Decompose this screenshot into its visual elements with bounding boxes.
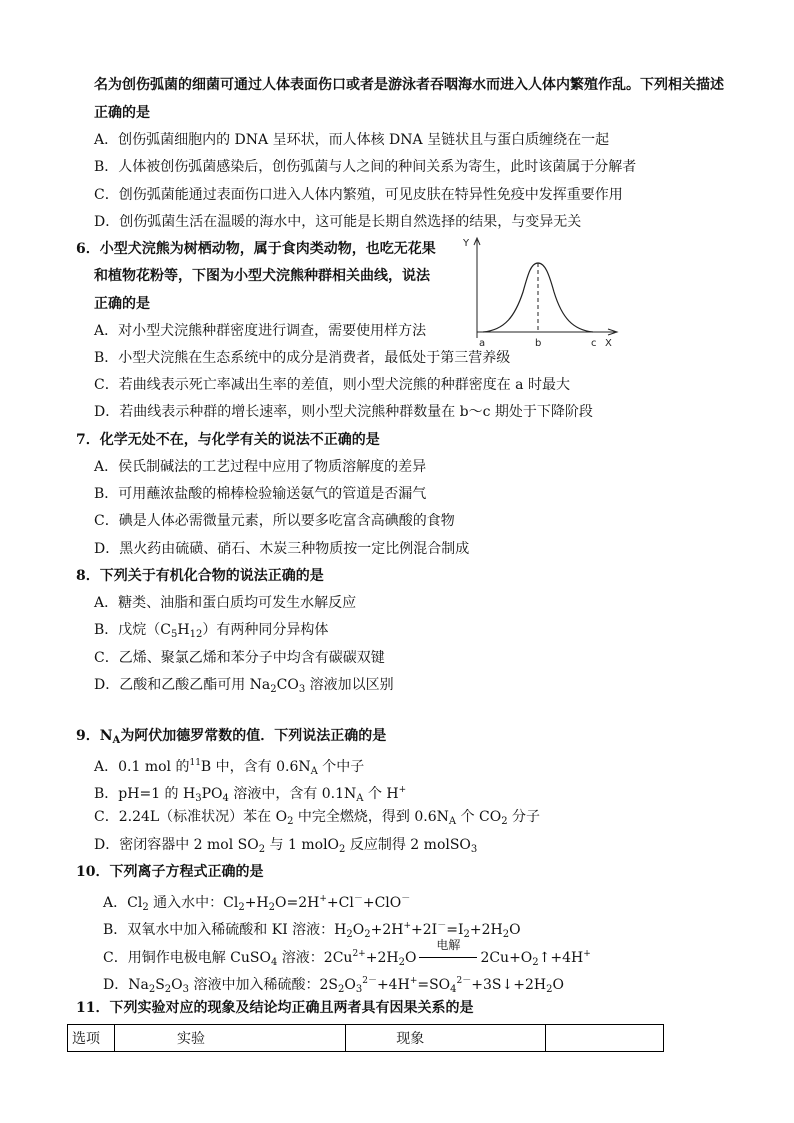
table-header-cell: 实验 xyxy=(114,1025,345,1052)
q5-option-d: D．创伤弧菌生活在温暖的海水中，这可能是长期自然选择的结果，与变异无关 xyxy=(94,214,582,230)
q7-option-a: A．侯氏制碱法的工艺过程中应用了物质溶解度的差异 xyxy=(94,459,427,475)
q10-stem: 10．下列离子方程式正确的是 xyxy=(76,864,264,880)
table-header-cell: 选项 xyxy=(68,1025,115,1052)
table-header-row xyxy=(68,1025,664,1052)
q8-option-c: C．乙烯、聚氯乙烯和苯分子中均含有碳碳双键 xyxy=(94,650,385,666)
q6-option-c: C．若曲线表示死亡率减出生率的差值，则小型犬浣熊的种群密度在 a 时最大 xyxy=(94,377,570,393)
electrolysis-condition: 电解 xyxy=(416,949,480,967)
population-curve-graph xyxy=(455,232,625,354)
q7-option-b: B．可用蘸浓盐酸的棉棒检验输送氨气的管道是否漏气 xyxy=(94,486,427,502)
table-header-cell: 现象 xyxy=(346,1025,546,1052)
q8-stem: 8．下列关于有机化合物的说法正确的是 xyxy=(76,568,324,584)
q6-stem-line3: 正确的是 xyxy=(94,296,150,312)
q9-option-c: C．2.24L（标准状况）苯在 $O_2$ 中完全燃烧，得到 $0.6N_A$ 个 $CO_2$ 分子 xyxy=(94,809,541,827)
q10-option-c: C．用铜作电极电解 CuSO$_4$ 溶液：$2Cu^{2+}+2H_2O$ 电解 $2Cu+O_2↑+4H^+$ xyxy=(103,938,591,968)
q6-option-d: D．若曲线表示种群的增长速率，则小型犬浣熊种群数量在 b～c 期处于下降阶段 xyxy=(94,404,593,420)
q6-stem-line1: 6．小型犬浣熊为树栖动物，属于食肉类动物，也吃无花果 xyxy=(76,241,436,257)
q8-option-b: B．戊烷$(C_5H_{12})$有两种同分异构体 xyxy=(94,622,329,640)
q7-stem: 7．化学无处不在，与化学有关的说法不正确的是 xyxy=(76,432,380,448)
q6-option-b: B．小型犬浣熊在生态系统中的成分是消费者，最低处于第三营养级 xyxy=(94,350,511,366)
q10-option-d: D．$Na_2S_2O_3$ 溶液中加入稀硫酸：$2S_2O_3^{2-}+4H^+=SO_4^{2-}+3S↓+2H_2O$ xyxy=(103,976,564,995)
q9-option-d: D．密闭容器中 2 mol $SO_2$ 与 1 molO$_2$ 反应制得 2 molSO$_3$ xyxy=(94,837,478,855)
q6-stem-line2: 和植物花粉等，下图为小型犬浣熊种群相关曲线，说法 xyxy=(94,268,430,284)
q8-option-d: D．乙酸和乙酸乙酯可用 $Na_2CO_3$ 溶液加以区别 xyxy=(94,677,394,695)
point-c-label: c xyxy=(591,338,597,349)
q11-stem: 11．下列实验对应的现象及结论均正确且两者具有因果关系的是 xyxy=(76,1000,474,1016)
q7-option-c: C．碘是人体必需微量元素，所以要多吃富含高碘酸的食物 xyxy=(94,513,455,529)
q9-stem: 9．$N_A$为阿伏加德罗常数的值．下列说法正确的是 xyxy=(76,728,387,746)
q5-stem-line2: 正确的是 xyxy=(94,105,150,121)
q8-option-a: A．糖类、油脂和蛋白质均可发生水解反应 xyxy=(94,595,357,611)
q6-option-a: A．对小型犬浣熊种群密度进行调查，需要使用样方法 xyxy=(94,323,427,339)
q5-option-c: C．创伤弧菌能通过表面伤口进入人体内繁殖，可见皮肤在特异性免疫中发挥重要作用 xyxy=(94,187,623,203)
q9-option-b: B．pH=1 的 $H_3PO_4$ 溶液中，含有 $0.1N_A$ 个 H+ xyxy=(94,785,407,804)
point-b-label: b xyxy=(535,338,542,349)
point-a-label: a xyxy=(479,338,486,349)
y-axis-label: Y xyxy=(463,238,470,249)
q5-option-b: B．人体被创伤弧菌感染后，创伤弧菌与人之间的种间关系为寄生，此时该菌属于分解者 xyxy=(94,159,637,175)
q10-option-a: A．$Cl_2$ 通入水中：$Cl_2+H_2O=2H^++Cl^-+ClO^-$ xyxy=(103,894,411,913)
q7-option-d: D．黑火药由硫磺、硝石、木炭三种物质按一定比例混合制成 xyxy=(94,541,470,557)
q5-stem-line1: 名为创伤弧菌的细菌可通过人体表面伤口或者是游泳者吞咽海水而进入人体内繁殖作乱。下列相关描述 xyxy=(94,77,724,93)
q11-table xyxy=(67,1024,664,1052)
q5-option-a: A．创伤弧菌细胞内的 DNA 呈环状，而人体核 DNA 呈链状且与蛋白质缠绕在一起 xyxy=(94,132,610,148)
population-curve-svg xyxy=(455,232,625,354)
q9-option-a: A．0.1 mol 的$^{11}$B 中，含有 $0.6N_A$ 个中子 xyxy=(94,758,365,777)
table-header-cell xyxy=(546,1025,664,1052)
x-axis-label: X xyxy=(605,338,612,349)
q10-option-b: B．双氧水中加入稀硫酸和 KI 溶液：$H_2O_2+2H^++2I^-=I_2+2H_2O$ xyxy=(103,921,521,940)
